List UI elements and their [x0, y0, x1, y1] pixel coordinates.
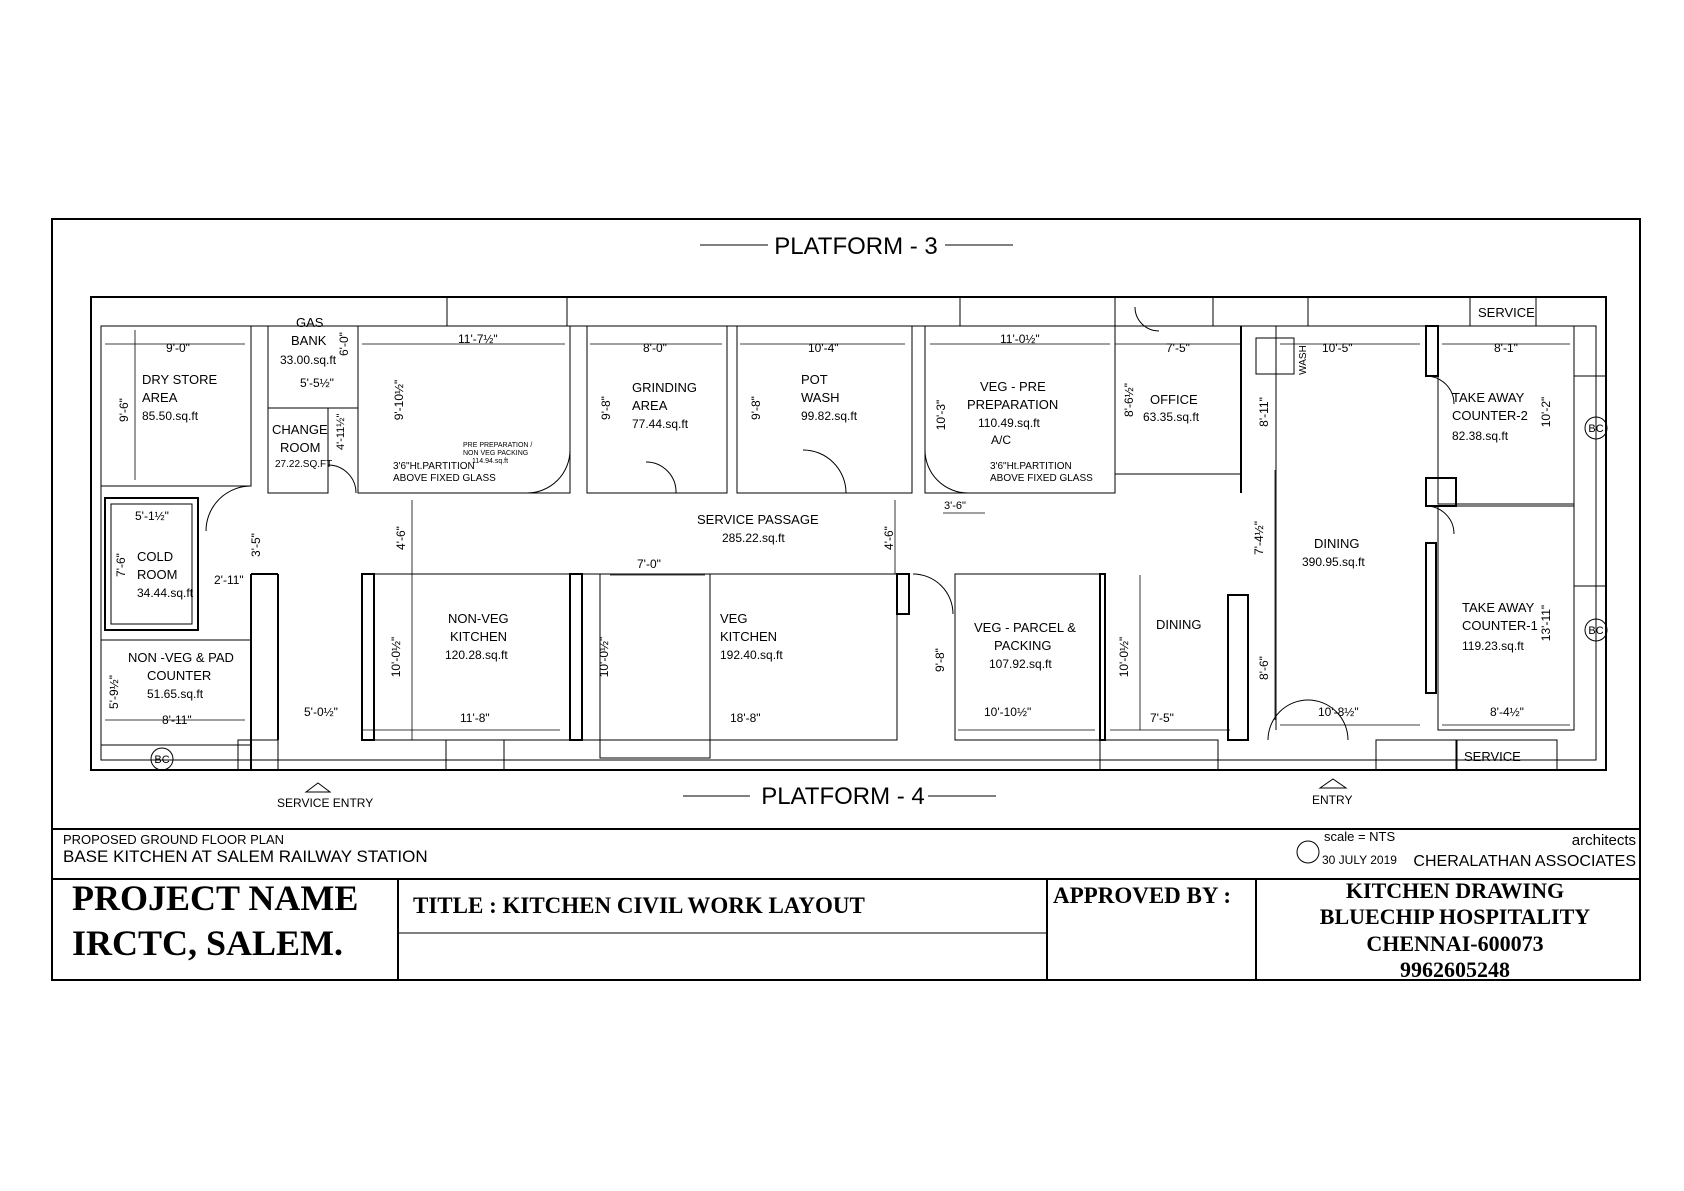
project-name-value: IRCTC, SALEM. [72, 923, 344, 963]
corridor-width: 2'-11" [214, 573, 244, 587]
takeaway1-width: 8'-4½" [1490, 705, 1524, 719]
title-block [63, 829, 1636, 982]
veg-parcel-area: 107.92.sq.ft [989, 657, 1052, 671]
pre-prep-partition2: ABOVE FIXED GLASS [393, 473, 496, 484]
scale-text: scale = NTS [1324, 829, 1396, 844]
veg-pre-height: 10'-3" [934, 399, 948, 431]
nonveg-kitchen-area: 120.28.sq.ft [445, 648, 508, 662]
grinding-name2: AREA [632, 398, 668, 413]
date-text: 30 JULY 2019 [1322, 853, 1397, 867]
cold-room-name: COLD [137, 549, 174, 564]
dining-name: DINING [1314, 536, 1360, 551]
gas-bank-name2: BANK [291, 333, 327, 348]
firm-name: CHERALATHAN ASSOCIATES [1413, 853, 1636, 870]
dry-store-width: 9'-0" [166, 341, 190, 355]
pre-prep-label: PRE PREPARATION / [463, 442, 533, 449]
grinding-name: GRINDING [632, 380, 697, 395]
cold-room-width: 5'-1½" [135, 509, 169, 523]
drawing-credit-2: BLUECHIP HOSPITALITY [1319, 904, 1591, 929]
change-room-name: CHANGE [272, 422, 328, 437]
cold-room-area: 34.44.sq.ft [137, 586, 194, 600]
veg-parcel-name2: PACKING [994, 638, 1052, 653]
pot-wash-name2: WASH [801, 390, 840, 405]
pot-wash-height: 9'-8" [749, 396, 763, 420]
drawing-credit-4: 9962605248 [1400, 957, 1510, 982]
nonveg-pad-height: 5'-9½" [107, 675, 121, 709]
passage-height-left: 4'-6" [394, 526, 408, 550]
svg-text:PLATFORM - 3: PLATFORM - 3 [774, 233, 938, 260]
corridor-width2: 5'-0½" [304, 705, 338, 719]
bc-marker: BC [1588, 625, 1604, 637]
dining-height3: 8'-6" [1257, 656, 1271, 680]
pot-wash-width: 10'-4" [808, 341, 839, 355]
bc-marker: BC [1588, 423, 1604, 435]
bc-marker: BC [154, 754, 170, 766]
pot-wash-name: POT [801, 372, 828, 387]
service-entry-label: SERVICE ENTRY [277, 796, 374, 810]
gas-bank-dim2: 6'-0" [337, 332, 351, 356]
veg-parcel-name: VEG - PARCEL & [974, 620, 1076, 635]
dining-width: 10'-5" [1322, 341, 1353, 355]
pre-prep-width: 11'-7½" [458, 332, 498, 346]
veg-parcel-width: 10'-10½" [984, 705, 1032, 719]
service-passage-area: 285.22.sq.ft [722, 531, 785, 545]
veg-kitchen-name2: KITCHEN [720, 629, 778, 644]
dining-small-width: 7'-5" [1150, 711, 1174, 725]
dining-small-height: 10'-0½" [1117, 636, 1131, 678]
entry-label: ENTRY [1312, 793, 1353, 807]
grinding-area: 77.44.sq.ft [632, 417, 689, 431]
dining-height1: 8'-11" [1257, 397, 1271, 427]
office-width: 7'-5" [1166, 341, 1190, 355]
approved-by-label: APPROVED BY : [1053, 883, 1232, 908]
cold-room-name2: ROOM [137, 567, 178, 582]
veg-pre-name: VEG - PRE [980, 379, 1046, 394]
takeaway2-height: 10'-2" [1539, 396, 1553, 428]
takeaway2-area: 82.38.sq.ft [1452, 429, 1509, 443]
wash-label: WASH [1298, 345, 1309, 375]
architects-label: architects [1571, 832, 1636, 849]
nonveg-pad-name2: COUNTER [147, 668, 212, 683]
bc-markers [151, 417, 1607, 770]
veg-kitchen-height: 10'-0½" [597, 636, 611, 678]
dining-height2: 7'-4½" [1252, 521, 1266, 555]
dry-store-area: 85.50.sq.ft [142, 409, 199, 423]
veg-pre-width: 11'-0½" [1000, 332, 1040, 346]
veg-kitchen-width: 18'-8" [730, 711, 761, 725]
nonveg-pad-area: 51.65.sq.ft [147, 687, 204, 701]
takeaway2-name2: COUNTER-2 [1452, 408, 1528, 423]
platform-3-label [700, 233, 1013, 260]
office-height: 8'-6½" [1122, 383, 1136, 417]
nonveg-kitchen-name2: KITCHEN [450, 629, 508, 644]
service-label-bottom: SERVICE [1464, 749, 1521, 764]
grinding-width: 8'-0" [643, 341, 667, 355]
takeaway2-name: TAKE AWAY [1452, 390, 1525, 405]
room-labels [107, 305, 1553, 810]
dry-store-height: 9'-6" [117, 398, 131, 422]
drawing-credit-3: CHENNAI-600073 [1366, 931, 1544, 956]
nonveg-pad-width: 8'-11" [162, 713, 192, 727]
nonveg-kitchen-height: 10'-0½" [389, 636, 403, 678]
gas-bank-dim: 5'-5½" [300, 376, 334, 390]
veg-pre-door: 3'-6" [944, 500, 966, 512]
pot-wash-area: 99.82.sq.ft [801, 409, 858, 423]
change-room-area: 27.22.SQ.FT [275, 459, 333, 470]
dry-store-name: DRY STORE [142, 372, 218, 387]
veg-pre-partition2: ABOVE FIXED GLASS [990, 473, 1093, 484]
gas-bank-area: 33.00.sq.ft [280, 353, 337, 367]
nonveg-kitchen-name: NON-VEG [448, 611, 509, 626]
veg-pre-name2: PREPARATION [967, 397, 1059, 412]
passage-height-right: 4'-6" [882, 526, 896, 550]
drawing-title: TITLE : KITCHEN CIVIL WORK LAYOUT [413, 893, 865, 918]
scale-symbol [1297, 841, 1319, 863]
nonveg-kitchen-width: 11'-8" [460, 711, 490, 725]
drawing-credit-1: KITCHEN DRAWING [1345, 878, 1565, 903]
service-passage-name: SERVICE PASSAGE [697, 512, 819, 527]
takeaway2-width: 8'-1" [1494, 341, 1518, 355]
nonveg-pad-name: NON -VEG & PAD [128, 650, 234, 665]
platform-4-label [683, 783, 996, 810]
office-area: 63.35.sq.ft [1143, 410, 1200, 424]
building-walls [91, 297, 1606, 770]
project-name-label: PROJECT NAME [72, 878, 359, 918]
takeaway1-height: 13'-11" [1539, 604, 1553, 642]
veg-pre-ac: A/C [991, 433, 1012, 447]
dry-store-name2: AREA [142, 390, 178, 405]
takeaway1-area: 119.23.sq.ft [1462, 639, 1524, 653]
veg-kitchen-area: 192.40.sq.ft [720, 648, 783, 662]
plan-caption: PROPOSED GROUND FLOOR PLAN [63, 832, 285, 847]
pre-prep-partition: 3'6"Ht.PARTITION [393, 461, 475, 472]
pre-prep-label2: NON VEG PACKING [463, 450, 529, 457]
change-room-dim: 4'-11½" [335, 413, 347, 450]
veg-kitchen-top: 7'-0" [637, 557, 661, 571]
service-label-top: SERVICE [1478, 305, 1535, 320]
cold-room-height: 7'-6" [114, 553, 128, 577]
veg-pre-area: 110.49.sq.ft [978, 416, 1040, 430]
gas-bank-name: GAS [296, 315, 324, 330]
takeaway1-name: TAKE AWAY [1462, 600, 1535, 615]
svg-text:PLATFORM - 4: PLATFORM - 4 [761, 783, 925, 810]
veg-parcel-height: 9'-8" [933, 648, 947, 672]
veg-pre-partition: 3'6"Ht.PARTITION [990, 461, 1072, 472]
plan-subcaption: BASE KITCHEN AT SALEM RAILWAY STATION [63, 847, 428, 866]
grinding-height: 9'-8" [599, 396, 613, 420]
pre-prep-height: 9'-10½" [392, 379, 406, 421]
veg-kitchen-name: VEG [720, 611, 748, 626]
change-room-name2: ROOM [280, 440, 321, 455]
dining-area: 390.95.sq.ft [1302, 555, 1365, 569]
dining-small-name: DINING [1156, 617, 1202, 632]
takeaway1-name2: COUNTER-1 [1462, 618, 1538, 633]
office-name: OFFICE [1150, 392, 1198, 407]
passage-dim: 3'-5" [249, 533, 263, 557]
dining-bottom: 10'-8½" [1318, 705, 1359, 719]
pre-prep-area: 114.94.sq.ft [472, 458, 509, 465]
